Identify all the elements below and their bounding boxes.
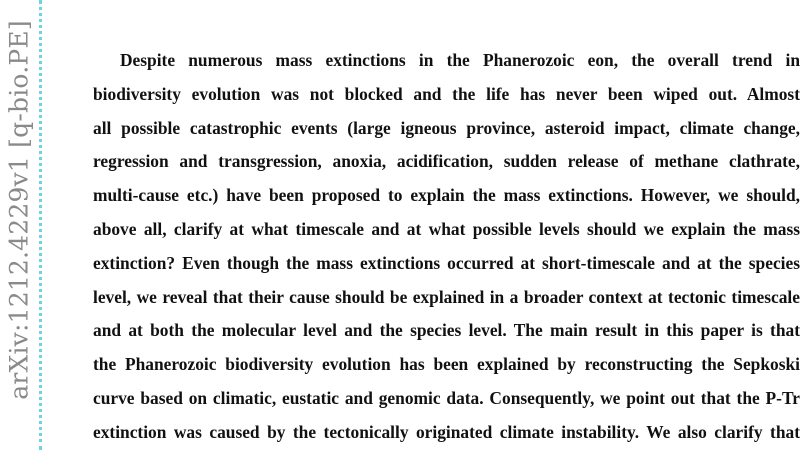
- abstract-paragraph: [93, 44, 800, 450]
- abstract-line: curve based on climatic, eustatic and genomic data. Consequently, we point out that the P-Tr: [93, 387, 800, 408]
- abstract-line: biodiversity evolution was not blocked and the life has never been wiped out. Almost: [93, 83, 800, 104]
- abstract-line: multi-cause etc.) have been proposed to explain the mass extinctions. However, we should,: [93, 185, 800, 206]
- abstract-line: the Phanerozoic biodiversity evolution has been explained by reconstructing the Sepkoski: [93, 354, 800, 375]
- arxiv-sidebar-stamp: [0, 0, 38, 450]
- page-margin-dotted-border: [39, 0, 42, 450]
- abstract-line: regression and transgression, anoxia, acidification, sudden release of methane clathrate,: [93, 151, 800, 172]
- abstract-line: level, we reveal that their cause should be explained in a broader context at tectonic timescale: [93, 286, 800, 307]
- abstract-line: Despite numerous mass extinctions in the Phanerozoic eon, the overall trend in: [120, 50, 800, 70]
- abstract-line: all possible catastrophic events (large igneous province, asteroid impact, climate change,: [93, 117, 800, 138]
- arxiv-identifier: arXiv:1212.4229v1 [q-bio.PE]: [4, 20, 34, 400]
- abstract-line: extinction? Even though the mass extinctions occurred at short-timescale and at the species: [93, 252, 800, 273]
- abstract-line: and at both the molecular level and the species level. The main result in this paper is that: [93, 320, 800, 341]
- abstract-line: above all, clarify at what timescale and at what possible levels should we explain the mass: [93, 218, 800, 239]
- abstract-line: extinction was caused by the tectonically originated climate instability. We also clarify that: [93, 421, 800, 442]
